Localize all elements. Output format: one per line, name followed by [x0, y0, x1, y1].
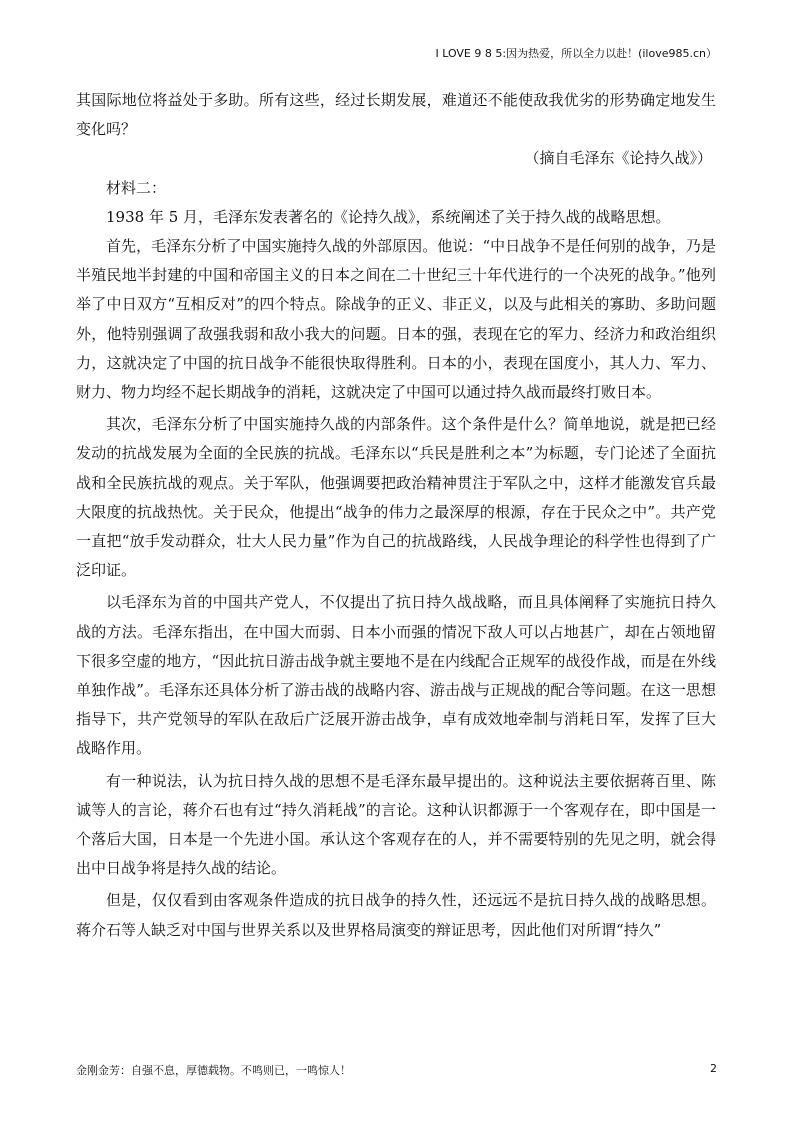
paragraph-4: 其次，毛泽东分析了中国实施持久战的内部条件。这个条件是什么？简单地说，就是把已经发动的抗战发展为全面的全民族的抗战。毛泽东以“兵民是胜利之本”为标题，专门论述了全面抗战和全民族抗战的观点。关于军队，他强调要把政治精神贯注于军队之中，这样才能激发官兵最大限度的抗战热忱。关于民众，他提出“战争的伟力之最深厚的根源，存在于民众之中”。共产党一直把“放手发动群众，壮大人民力量”作为自己的抗战路线，人民战争理论的科学性也得到了广泛印证。 — [76, 415, 716, 580]
footer-motto: 金刚金芳：自强不息，厚德载物。不鸣则已，一鸣惊人！ — [76, 1064, 351, 1077]
material-heading: 材料二： — [106, 178, 167, 197]
paragraph-2: 1938 年 5 月，毛泽东发表著名的《论持久战》，系统阐述了关于持久战的战略思想。 — [106, 207, 671, 226]
paragraph-5: 以毛泽东为首的中国共产党人，不仅提出了抗日持久战战略，而且具体阐释了实施抗日持久战的方法。毛泽东指出，在中国大而弱、日本小而强的情况下敌人可以占地甚广，却在占领地留下很多空虚的地方，“因此抗日游击战争就主要地不是在内线配合正规军的战役作战，而是在外线单独作战”。毛泽东还具体分析了游击战的战略内容、游击战与正规战的配合等问题。在这一思想指导下，共产党领导的军队在敌后广泛展开游击战争，卓有成效地牵制与消耗日军，发挥了巨大战略作用。 — [76, 593, 716, 758]
paragraph-7: 但是，仅仅看到由客观条件造成的抗日战争的持久性，还远远不是抗日持久战的战略思想。蒋介石等人缺乏对中国与世界关系以及世界格局演变的辩证思考，因此他们对所谓“持久” — [76, 891, 716, 939]
document-body — [76, 86, 716, 945]
page-number: 2 — [710, 1062, 717, 1075]
source-citation: （摘自毛泽东《论持久战》） — [524, 149, 712, 168]
paragraph-3: 首先，毛泽东分析了中国实施持久战的外部原因。他说：“中日战争不是任何别的战争，乃是半殖民地半封建的中国和帝国主义的日本之间在二十世纪三十年代进行的一个决死的战争。”他列举了中日双方“互相反对”的四个特点。除战争的正义、非正义，以及与此相关的寡助、多助问题外，他特别强调了敌强我弱和敌小我大的问题。日本的强，表现在它的军力、经济力和政治组织力，这就决定了中国的抗日战争不能很快取得胜利。日本的小，表现在国度小，其人力、军力、财力、物力均经不起长期战争的消耗，这就决定了中国可以通过持久战而最终打败日本。 — [76, 237, 716, 402]
paragraph-1: 其国际地位将益处于多助。所有这些，经过长期发展，难道还不能使敌我优劣的形势确定地发生变化吗？ — [76, 91, 716, 139]
page-footer — [76, 1062, 717, 1078]
page-header: I LOVE 9 8 5:因为热爱，所以全力以赴！(ilove985.cn） — [435, 47, 717, 60]
paragraph-6: 有一种说法，认为抗日持久战的思想不是毛泽东最早提出的。这种说法主要依据蒋百里、陈诚等人的言论，蒋介石也有过“持久消耗战”的言论。这种认识都源于一个客观存在，即中国是一个落后大国，日本是一个先进小国。承认这个客观存在的人，并不需要特别的先见之明，就会得出中日战争将是持久战的结论。 — [76, 771, 716, 878]
